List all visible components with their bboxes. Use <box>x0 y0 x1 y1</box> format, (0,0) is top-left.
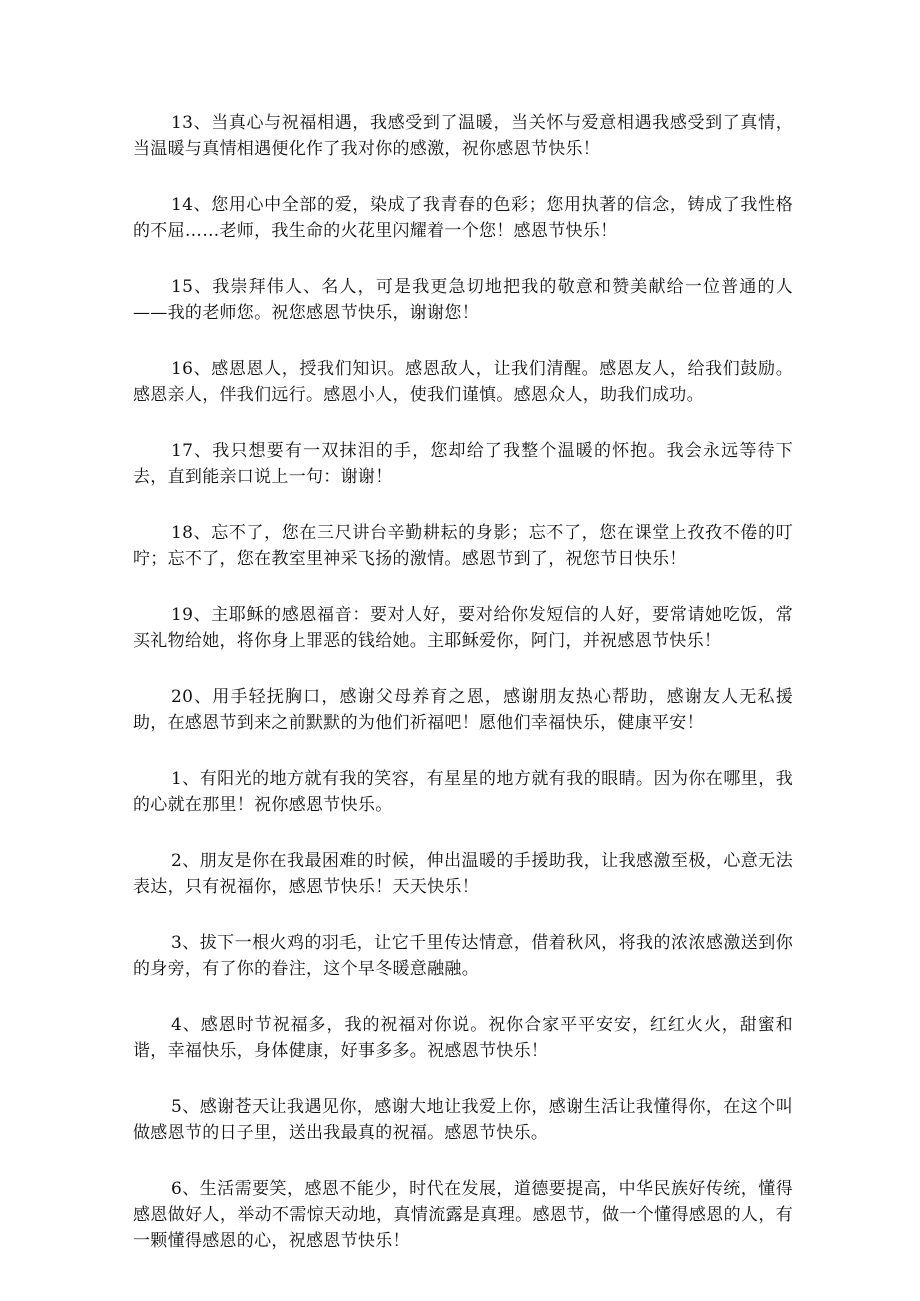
paragraph-14: 14、您用心中全部的爱，染成了我青春的色彩；您用执著的信念，铸成了我性格的不屈……老师，我生命的火花里闪耀着一个您！感恩节快乐！ <box>133 195 793 241</box>
paragraph-20: 20、用手轻抚胸口，感谢父母养育之恩，感谢朋友热心帮助，感谢友人无私援助，在感恩节到来之前默默的为他们祈福吧！愿他们幸福快乐，健康平安！ <box>133 687 793 733</box>
paragraph-15: 15、我崇拜伟人、名人，可是我更急切地把我的敬意和赞美献给一位普通的人——我的老师您。祝您感恩节快乐，谢谢您！ <box>133 277 793 323</box>
paragraph-19: 19、主耶稣的感恩福音：要对人好，要对给你发短信的人好，要常请她吃饭，常买礼物给她，将你身上罪恶的钱给她。主耶稣爱你，阿门，并祝感恩节快乐！ <box>133 605 793 651</box>
document-body <box>133 110 793 1254</box>
paragraph-4: 4、感恩时节祝福多，我的祝福对你说。祝你合家平平安安，红红火火，甜蜜和谐，幸福快乐，身体健康，好事多多。祝感恩节快乐！ <box>133 1015 793 1061</box>
paragraph-18: 18、忘不了，您在三尺讲台辛勤耕耘的身影；忘不了，您在课堂上孜孜不倦的叮咛；忘不了，您在教室里神采飞扬的激情。感恩节到了，祝您节日快乐！ <box>133 523 793 569</box>
paragraph-13: 13、当真心与祝福相遇，我感受到了温暖，当关怀与爱意相遇我感受到了真情，当温暖与真情相遇便化作了我对你的感激，祝你感恩节快乐！ <box>133 113 793 159</box>
paragraph-2: 2、朋友是你在我最困难的时候，伸出温暖的手援助我，让我感激至极，心意无法表达，只有祝福你，感恩节快乐！天天快乐！ <box>133 851 793 897</box>
paragraph-5: 5、感谢苍天让我遇见你，感谢大地让我爱上你，感谢生活让我懂得你，在这个叫做感恩节的日子里，送出我最真的祝福。感恩节快乐。 <box>133 1097 793 1143</box>
paragraph-6: 6、生活需要笑，感恩不能少，时代在发展，道德要提高，中华民族好传统，懂得感恩做好人，举动不需惊天动地，真情流露是真理。感恩节，做一个懂得感恩的人，有一颗懂得感恩的心，祝感恩节快乐！ <box>133 1179 793 1251</box>
paragraph-1: 1、有阳光的地方就有我的笑容，有星星的地方就有我的眼睛。因为你在哪里，我的心就在那里！祝你感恩节快乐。 <box>133 769 793 815</box>
paragraph-16: 16、感恩恩人，授我们知识。感恩敌人，让我们清醒。感恩友人，给我们鼓励。感恩亲人，伴我们远行。感恩小人，使我们谨慎。感恩众人，助我们成功。 <box>133 359 793 405</box>
paragraph-17: 17、我只想要有一双抹泪的手，您却给了我整个温暖的怀抱。我会永远等待下去，直到能亲口说上一句：谢谢！ <box>133 441 793 487</box>
paragraph-3: 3、拔下一根火鸡的羽毛，让它千里传达情意，借着秋风，将我的浓浓感激送到你的身旁，有了你的眷注，这个早冬暖意融融。 <box>133 933 793 979</box>
